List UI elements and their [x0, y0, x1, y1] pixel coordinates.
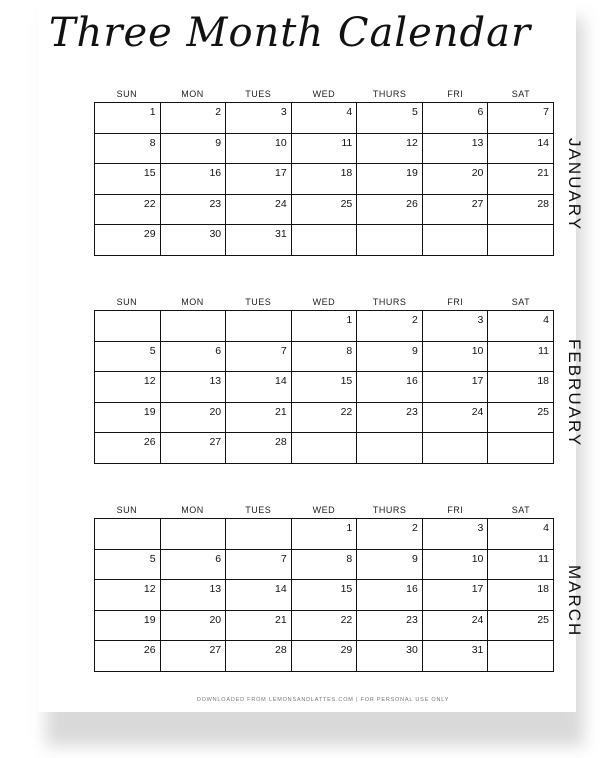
day-cell: 5: [95, 549, 161, 580]
day-cell: [488, 225, 554, 256]
day-cell: 4: [488, 519, 554, 550]
day-cell: 28: [488, 194, 554, 225]
day-cell: 25: [488, 402, 554, 433]
day-cell: [488, 433, 554, 464]
day-cell: 29: [95, 225, 161, 256]
day-cell: 20: [160, 610, 226, 641]
weekday-label: MON: [181, 89, 204, 99]
weekday-label: SAT: [511, 505, 531, 515]
day-cell: 15: [95, 164, 161, 195]
weekday-header: [94, 502, 554, 518]
day-cell: 2: [160, 103, 226, 134]
day-cell: 29: [291, 641, 357, 672]
day-cell: 2: [357, 519, 423, 550]
day-cell: 13: [422, 133, 488, 164]
day-cell: 13: [160, 372, 226, 403]
month-block-february: [94, 294, 554, 464]
day-cell: 1: [291, 311, 357, 342]
day-cell: 11: [488, 549, 554, 580]
weekday-header: [94, 294, 554, 310]
day-cell: 7: [226, 549, 292, 580]
day-cell: 21: [488, 164, 554, 195]
week-row: [95, 164, 554, 195]
weekday-label: TUES: [245, 505, 272, 515]
day-cell: [160, 519, 226, 550]
day-cell: 11: [488, 341, 554, 372]
day-cell: 19: [95, 610, 161, 641]
day-cell: [95, 311, 161, 342]
weekday-label: FRI: [447, 89, 464, 99]
day-cell: 14: [226, 372, 292, 403]
day-cell: 3: [226, 103, 292, 134]
day-cell: [160, 311, 226, 342]
day-cell: 8: [291, 341, 357, 372]
weekday-label: SUN: [116, 297, 138, 307]
day-cell: 31: [422, 641, 488, 672]
day-cell: 6: [422, 103, 488, 134]
day-cell: 30: [160, 225, 226, 256]
day-cell: [357, 225, 423, 256]
day-cell: 19: [95, 402, 161, 433]
day-cell: 17: [422, 372, 488, 403]
day-cell: 31: [226, 225, 292, 256]
day-cell: 25: [488, 610, 554, 641]
day-cell: 8: [291, 549, 357, 580]
day-cell: 28: [226, 433, 292, 464]
day-cell: 27: [160, 433, 226, 464]
day-cell: 10: [422, 549, 488, 580]
weekday-label: SUN: [116, 505, 138, 515]
day-cell: 3: [422, 519, 488, 550]
weekday-label: MON: [181, 505, 204, 515]
month-grid: [94, 102, 554, 256]
day-cell: [357, 433, 423, 464]
weekday-label: WED: [312, 89, 336, 99]
weekday-label: FRI: [447, 297, 464, 307]
day-cell: [226, 311, 292, 342]
day-cell: 30: [357, 641, 423, 672]
day-cell: 1: [95, 103, 161, 134]
week-row: [95, 225, 554, 256]
day-cell: [291, 225, 357, 256]
month-grid: [94, 310, 554, 464]
month-name-march: MARCH: [565, 564, 584, 638]
day-cell: 25: [291, 194, 357, 225]
day-cell: 18: [488, 372, 554, 403]
day-cell: 6: [160, 549, 226, 580]
day-cell: 12: [357, 133, 423, 164]
day-cell: [422, 225, 488, 256]
weekday-label: WED: [312, 297, 336, 307]
week-row: [95, 133, 554, 164]
month-grid: [94, 518, 554, 672]
day-cell: 3: [422, 311, 488, 342]
day-cell: 12: [95, 580, 161, 611]
day-cell: 14: [226, 580, 292, 611]
weekday-label: WED: [312, 505, 336, 515]
day-cell: 7: [226, 341, 292, 372]
week-row: [95, 610, 554, 641]
weekday-label: THURS: [372, 505, 407, 515]
day-cell: 24: [422, 610, 488, 641]
day-cell: 24: [226, 194, 292, 225]
day-cell: 19: [357, 164, 423, 195]
day-cell: 1: [291, 519, 357, 550]
day-cell: 23: [160, 194, 226, 225]
day-cell: 18: [291, 164, 357, 195]
week-row: [95, 194, 554, 225]
day-cell: 6: [160, 341, 226, 372]
weekday-label: SUN: [116, 89, 138, 99]
week-row: [95, 402, 554, 433]
week-row: [95, 433, 554, 464]
day-cell: 12: [95, 372, 161, 403]
week-row: [95, 519, 554, 550]
day-cell: 8: [95, 133, 161, 164]
day-cell: 16: [357, 372, 423, 403]
day-cell: 14: [488, 133, 554, 164]
week-row: [95, 341, 554, 372]
week-row: [95, 103, 554, 134]
day-cell: 17: [422, 580, 488, 611]
weekday-label: SAT: [511, 89, 531, 99]
weekday-label: TUES: [245, 297, 272, 307]
day-cell: 16: [357, 580, 423, 611]
week-row: [95, 580, 554, 611]
weekday-label: SAT: [511, 297, 531, 307]
day-cell: 23: [357, 610, 423, 641]
week-row: [95, 641, 554, 672]
day-cell: [422, 433, 488, 464]
day-cell: 26: [95, 641, 161, 672]
day-cell: 27: [422, 194, 488, 225]
week-row: [95, 311, 554, 342]
day-cell: 21: [226, 402, 292, 433]
week-row: [95, 372, 554, 403]
page-title: Three Month Calendar: [48, 10, 532, 56]
month-name-february: FEBRUARY: [565, 338, 584, 448]
day-cell: 27: [160, 641, 226, 672]
day-cell: 23: [357, 402, 423, 433]
day-cell: 9: [160, 133, 226, 164]
weekday-label: THURS: [372, 297, 407, 307]
weekday-label: FRI: [447, 505, 464, 515]
month-block-january: [94, 86, 554, 256]
day-cell: 11: [291, 133, 357, 164]
day-cell: 26: [357, 194, 423, 225]
day-cell: 22: [291, 610, 357, 641]
day-cell: 20: [160, 402, 226, 433]
day-cell: 5: [357, 103, 423, 134]
day-cell: 4: [488, 311, 554, 342]
day-cell: 2: [357, 311, 423, 342]
month-block-march: [94, 502, 554, 672]
week-row: [95, 549, 554, 580]
day-cell: 10: [422, 341, 488, 372]
day-cell: 5: [95, 341, 161, 372]
day-cell: 26: [95, 433, 161, 464]
day-cell: 20: [422, 164, 488, 195]
day-cell: [291, 433, 357, 464]
day-cell: 10: [226, 133, 292, 164]
day-cell: [488, 641, 554, 672]
day-cell: 24: [422, 402, 488, 433]
day-cell: 13: [160, 580, 226, 611]
day-cell: 9: [357, 341, 423, 372]
day-cell: 16: [160, 164, 226, 195]
day-cell: 18: [488, 580, 554, 611]
day-cell: 15: [291, 372, 357, 403]
day-cell: 4: [291, 103, 357, 134]
footer-note: DOWNLOADED FROM LEMONSANDLATTES.COM | FOR PERSONAL USE ONLY: [196, 697, 450, 703]
day-cell: 17: [226, 164, 292, 195]
day-cell: 15: [291, 580, 357, 611]
weekday-label: MON: [181, 297, 204, 307]
weekday-label: TUES: [245, 89, 272, 99]
day-cell: [226, 519, 292, 550]
day-cell: 22: [291, 402, 357, 433]
weekday-label: THURS: [372, 89, 407, 99]
day-cell: 28: [226, 641, 292, 672]
day-cell: 22: [95, 194, 161, 225]
weekday-header: [94, 86, 554, 102]
day-cell: 7: [488, 103, 554, 134]
month-name-january: JANUARY: [565, 138, 584, 232]
day-cell: 9: [357, 549, 423, 580]
day-cell: 21: [226, 610, 292, 641]
day-cell: [95, 519, 161, 550]
